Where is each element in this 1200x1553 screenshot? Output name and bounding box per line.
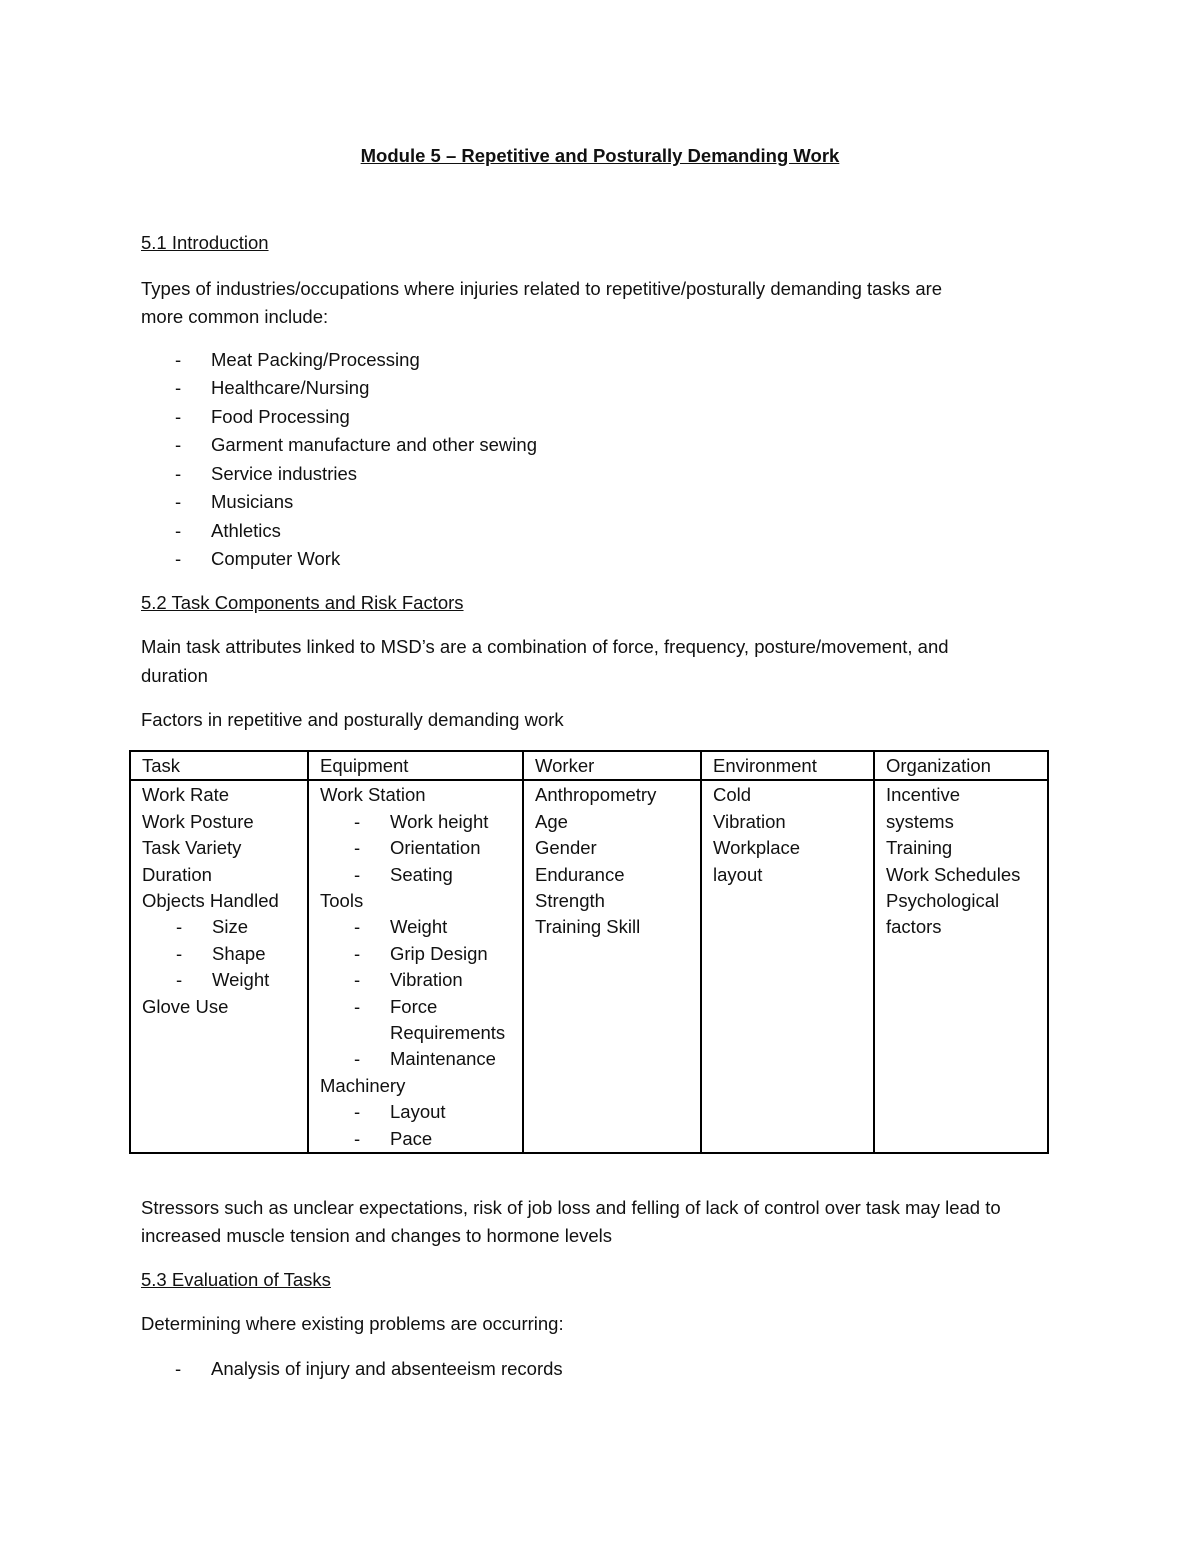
section-heading-task-components: 5.2 Task Components and Risk Factors <box>141 592 464 613</box>
header-environment: Environment <box>701 751 874 780</box>
section-heading-introduction: 5.1 Introduction <box>141 232 269 253</box>
task-attributes-line-1: Main task attributes linked to MSD’s are a combination of force, frequency, posture/movement, and <box>141 636 949 657</box>
header-equipment: Equipment <box>308 751 523 780</box>
stressors-line-1: Stressors such as unclear expectations, risk of job loss and felling of lack of control over task may lead to <box>141 1197 1001 1218</box>
task-attributes-line-2: duration <box>141 665 208 686</box>
page-title: Module 5 – Repetitive and Posturally Demanding Work <box>360 145 840 166</box>
header-task: Task <box>130 751 308 780</box>
list-item: - Service industries <box>175 463 358 484</box>
environment-cell: Cold Vibration Workplace layout <box>701 780 874 1153</box>
header-organization: Organization <box>874 751 1048 780</box>
organization-cell: Incentive systems Training Work Schedules Psychological factors <box>874 780 1048 1153</box>
evaluation-paragraph: Determining where existing problems are occurring: <box>141 1313 564 1334</box>
factors-table <box>129 750 1049 1154</box>
equipment-cell: Work Station - Work height - Orientation - Seating Tools - Weight - Grip Design - Vibration - Force Requirements - Maintenance Machinery - Layout - Pace <box>308 780 523 1153</box>
worker-cell: Anthropometry Age Gender Endurance Strength Training Skill <box>523 780 701 1153</box>
list-item: - Food Processing <box>175 406 350 427</box>
task-cell: Work Rate Work Posture Task Variety Duration Objects Handled - Size - Shape - Weight Glove Use <box>130 780 308 1153</box>
factors-caption: Factors in repetitive and posturally demanding work <box>141 709 564 730</box>
list-item: - Garment manufacture and other sewing <box>175 434 537 455</box>
stressors-line-2: increased muscle tension and changes to hormone levels <box>141 1225 613 1246</box>
table-header-row <box>130 751 1048 780</box>
intro-paragraph-line-2: more common include: <box>141 306 329 327</box>
list-item: - Computer Work <box>175 548 341 569</box>
header-worker: Worker <box>523 751 701 780</box>
list-item: - Analysis of injury and absenteeism records <box>175 1358 563 1379</box>
section-heading-evaluation: 5.3 Evaluation of Tasks <box>141 1269 331 1290</box>
list-item: - Athletics <box>175 520 281 541</box>
intro-paragraph-line-1: Types of industries/occupations where injuries related to repetitive/posturally demanding tasks are <box>141 278 943 299</box>
table-row <box>130 780 1048 1153</box>
list-item: - Healthcare/Nursing <box>175 377 370 398</box>
list-item: - Meat Packing/Processing <box>175 349 420 370</box>
list-item: - Musicians <box>175 491 294 512</box>
